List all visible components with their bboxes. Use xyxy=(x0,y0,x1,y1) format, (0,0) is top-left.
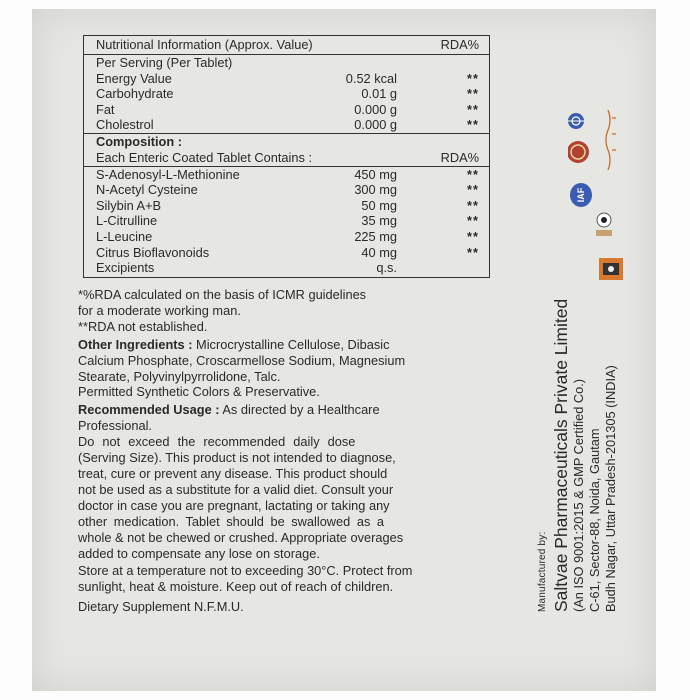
warning-block xyxy=(78,434,508,561)
composition-row xyxy=(84,245,489,261)
ingredient-name: S-Adenosyl-L-Methionine xyxy=(96,166,240,182)
ingredient-value: 40 mg xyxy=(361,244,397,260)
ingredient-rda: ** xyxy=(467,213,479,229)
nutrient-rda: ** xyxy=(467,70,479,86)
ingredient-rda: ** xyxy=(467,166,479,182)
ingredient-rda: ** xyxy=(467,197,479,213)
ingredient-value: 225 mg xyxy=(354,228,397,244)
composition-row xyxy=(84,198,489,214)
nutrient-rda: ** xyxy=(467,101,479,117)
warning-line: (Serving Size). This product is not intended to diagnose, xyxy=(78,450,396,466)
nutrient-value: 0.000 g xyxy=(354,101,397,117)
warning-line: other medication. Tablet should be swallowed as a xyxy=(78,513,385,529)
nutrition-row xyxy=(84,102,489,118)
per-serving-label: Per Serving (Per Tablet) xyxy=(96,55,233,70)
warning-line: whole & not be chewed or crushed. Appropriate overages xyxy=(78,529,404,545)
nutrition-header-rda: RDA% xyxy=(440,37,479,52)
nutrition-row xyxy=(84,117,489,133)
other-ingredients xyxy=(78,337,508,353)
storage-text-2: sunlight, heat & moisture. Keep out of reach of children. xyxy=(78,579,394,595)
rda-footnote-3: **RDA not established. xyxy=(78,318,208,334)
rda-footnote-1: *%RDA calculated on the basis of ICMR guidelines xyxy=(78,287,367,302)
usage-label: Recommended Usage : xyxy=(78,402,220,418)
warning-line: doctor in case you are pregnant, lactating or taking any xyxy=(78,497,390,513)
nutrient-name: Carbohydrate xyxy=(96,86,174,102)
composition-row xyxy=(84,229,489,245)
storage-text-1: Store at a temperature not to exceeding 30°C. Protect from xyxy=(78,563,413,579)
nutrient-name: Fat xyxy=(96,101,115,117)
manufactured-by-label: Manufactured by: xyxy=(537,531,548,612)
composition-row xyxy=(84,260,489,277)
ingredient-name: L-Citrulline xyxy=(96,213,158,229)
nutrition-header xyxy=(84,36,489,55)
slogan-script-icon xyxy=(606,110,616,170)
composition-title-row xyxy=(84,134,489,150)
ingredient-name: Excipients xyxy=(96,260,155,276)
warning-line: added to compensate any lose on storage. xyxy=(78,545,320,561)
nutrient-name: Energy Value xyxy=(96,70,172,86)
nutrition-header-label: Nutritional Information (Approx. Value) xyxy=(96,37,313,52)
ingredient-value: 300 mg xyxy=(354,182,397,198)
other-ingredients-text-1: Microcrystalline Cellulose, Dibasic xyxy=(192,336,390,352)
nutrition-row xyxy=(84,86,489,102)
iaf-text: IAF xyxy=(576,187,586,203)
usage-text-2: Professional. xyxy=(78,418,152,434)
ingredient-name: N-Acetyl Cysteine xyxy=(96,182,198,198)
ingredient-value: q.s. xyxy=(376,260,397,276)
nutrition-row xyxy=(84,71,489,87)
per-serving-row xyxy=(84,55,489,71)
usage-text-1: As directed by a Healthcare xyxy=(219,402,380,418)
permitted-colors: Permitted Synthetic Colors & Preservative. xyxy=(78,384,320,400)
nutrient-rda: ** xyxy=(467,86,479,102)
rda-footnote-2: for a moderate working man. xyxy=(78,302,241,318)
manufacturer-name: Saltvae Pharmaceuticals Private Limited xyxy=(551,298,571,612)
ingredient-name: Citrus Bioflavonoids xyxy=(96,244,210,260)
other-ingredients-label: Other Ingredients : xyxy=(78,336,193,352)
nutrition-section xyxy=(84,55,489,134)
warning-line: not be used as a substitute for a valid diet. Consult your xyxy=(78,481,394,497)
composition-section xyxy=(84,134,489,277)
composition-subtitle-row xyxy=(84,150,489,167)
manufacturer-block xyxy=(535,182,645,612)
orange-seal-icon xyxy=(568,141,589,163)
composition-title: Composition : xyxy=(96,133,183,149)
manufacturer-address-2: Budh Nagar, Uttar Pradesh-201305 (INDIA) xyxy=(603,365,618,612)
ingredient-rda: ** xyxy=(467,182,479,198)
ingredient-name: Silybin A+B xyxy=(96,197,162,213)
label-notes xyxy=(78,287,508,615)
composition-row xyxy=(84,182,489,198)
dietary-supplement-footer: Dietary Supplement N.F.M.U. xyxy=(78,599,244,615)
nutrient-name: Cholestrol xyxy=(96,117,154,133)
warning-line: treat, cure or prevent any disease. This product should xyxy=(78,465,388,481)
recommended-usage xyxy=(78,402,508,418)
ingredient-name: L-Leucine xyxy=(96,228,153,244)
ingredient-value: 35 mg xyxy=(361,213,397,229)
composition-rda-label: RDA% xyxy=(440,149,479,165)
other-ingredients-text-3: Stearate, Polyvinylpyrrolidone, Talc. xyxy=(78,368,281,384)
composition-row xyxy=(84,167,489,183)
composition-row xyxy=(84,213,489,229)
nutrient-value: 0.01 g xyxy=(361,86,397,102)
ingredient-value: 50 mg xyxy=(361,197,397,213)
composition-subtitle: Each Enteric Coated Tablet Contains : xyxy=(96,149,313,165)
ingredient-value: 450 mg xyxy=(354,166,397,182)
nutrient-rda: ** xyxy=(467,117,479,133)
ingredient-rda: ** xyxy=(467,244,479,260)
manufacturer-certification: (An ISO 9001:2015 & GMP Certified Co.) xyxy=(571,378,586,612)
other-ingredients-text-2: Calcium Phosphate, Croscarmellose Sodium, Magnesium xyxy=(78,352,406,368)
manufacturer-address-1: C-61, Sector-88, Noida, Gautam xyxy=(587,428,602,612)
ingredient-rda: ** xyxy=(467,228,479,244)
warning-line: Do not exceed the recommended daily dose xyxy=(78,434,356,450)
nutrient-value: 0.52 kcal xyxy=(345,70,397,86)
nutrient-value: 0.000 g xyxy=(354,117,397,133)
nutrition-table xyxy=(83,35,490,278)
globe-icon xyxy=(568,113,584,129)
